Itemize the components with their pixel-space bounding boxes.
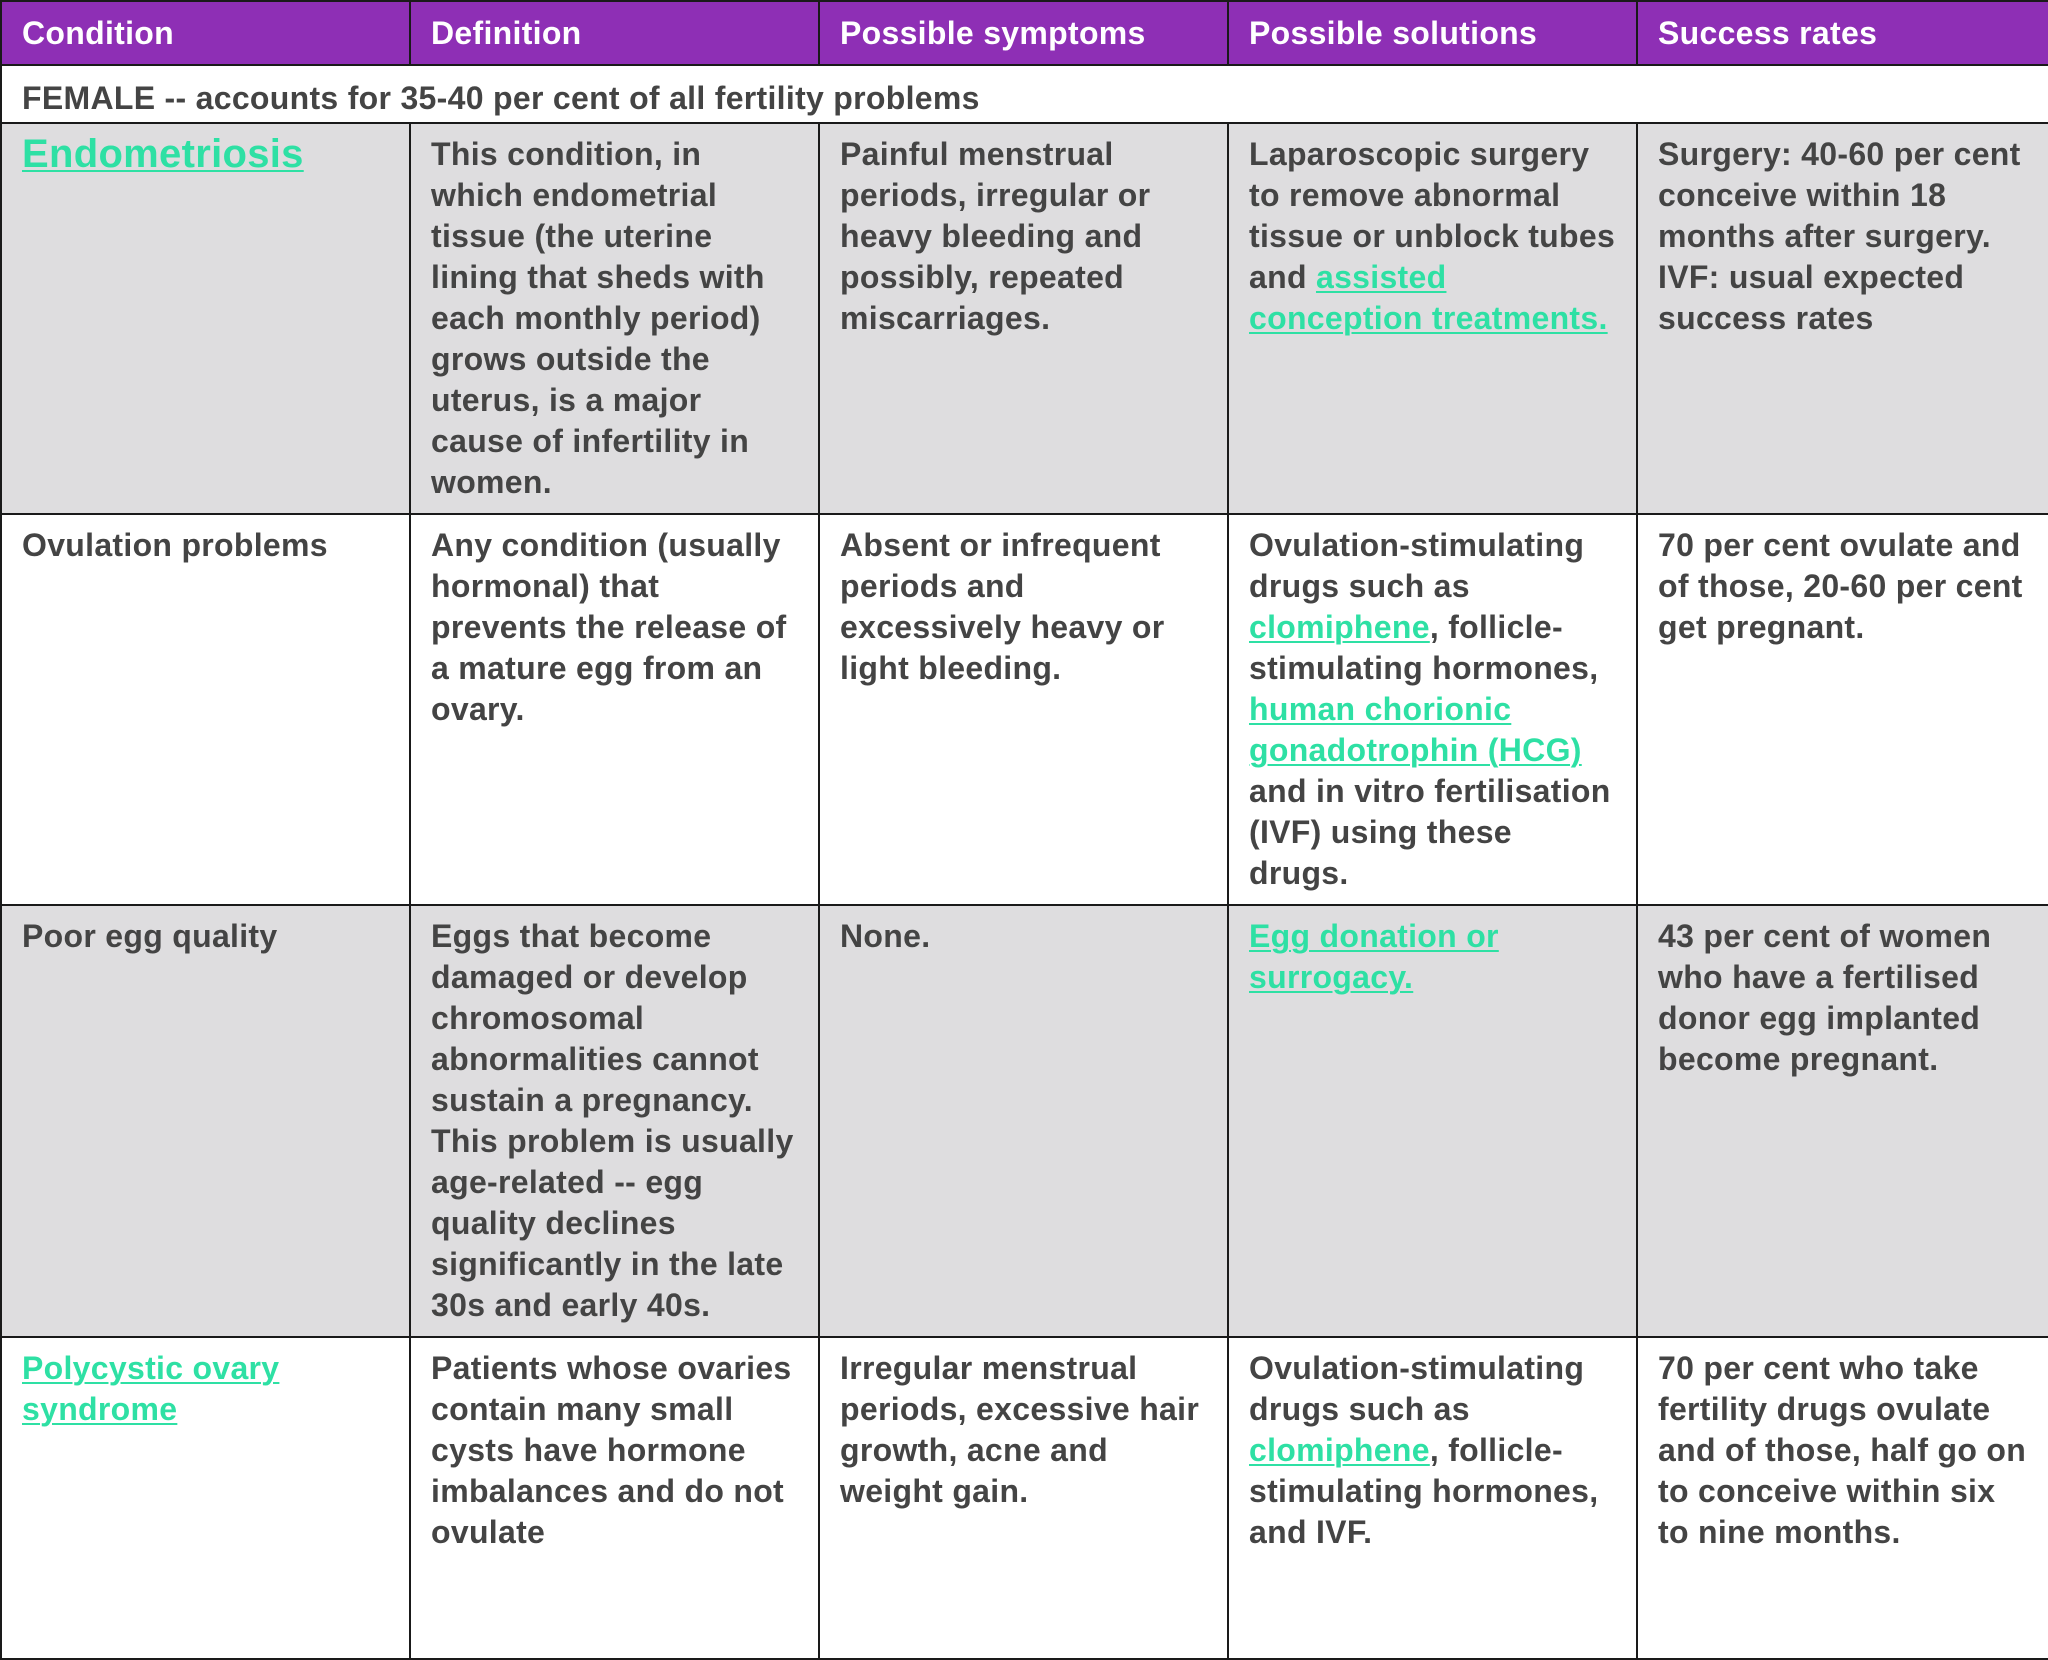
solutions-cell — [1228, 514, 1637, 905]
section-row-female — [1, 65, 2048, 123]
solutions-text: , follicle-stimulating hormones, — [1249, 609, 1599, 686]
table-row — [1, 123, 2048, 514]
symptoms-cell: Absent or infrequent periods and excessively heavy or light bleeding. — [819, 514, 1228, 905]
solutions-text: , follicle-stimulating hormones, and IVF. — [1249, 1432, 1599, 1550]
condition-cell — [1, 1337, 410, 1659]
condition-cell — [1, 123, 410, 514]
symptoms-cell: None. — [819, 905, 1228, 1337]
header-solutions: Possible solutions — [1228, 1, 1637, 65]
solutions-cell — [1228, 123, 1637, 514]
clomiphene-link[interactable]: clomiphene — [1249, 609, 1430, 645]
success-cell: Surgery: 40-60 per cent conceive within 18 months after surgery. IVF: usual expected success rates — [1637, 123, 2048, 514]
header-row — [1, 1, 2048, 65]
hcg-link[interactable]: human chorionic gonadotrophin (HCG) — [1249, 691, 1582, 768]
header-success-rates: Success rates — [1637, 1, 2048, 65]
condition-cell: Ovulation problems — [1, 514, 410, 905]
definition-cell: Any condition (usually hormonal) that prevents the release of a mature egg from an ovary. — [410, 514, 819, 905]
endometriosis-link[interactable]: Endometriosis — [22, 132, 304, 176]
table-row — [1, 1337, 2048, 1659]
condition-cell: Poor egg quality — [1, 905, 410, 1337]
definition-cell: This condition, in which endometrial tissue (the uterine lining that sheds with each monthly period) grows outside the uterus, is a major cause of infertility in women. — [410, 123, 819, 514]
clomiphene-link[interactable]: clomiphene — [1249, 1432, 1430, 1468]
solutions-text: Ovulation-stimulating drugs such as — [1249, 527, 1585, 604]
solutions-cell — [1228, 1337, 1637, 1659]
egg-donation-link[interactable]: Egg donation or surrogacy. — [1249, 918, 1499, 995]
header-symptoms: Possible symptoms — [819, 1, 1228, 65]
success-cell: 43 per cent of women who have a fertilised donor egg implanted become pregnant. — [1637, 905, 2048, 1337]
solutions-text: and in vitro fertilisation (IVF) using these drugs. — [1249, 773, 1611, 891]
success-cell: 70 per cent ovulate and of those, 20-60 per cent get pregnant. — [1637, 514, 2048, 905]
section-label: FEMALE -- accounts for 35-40 per cent of all fertility problems — [1, 65, 2048, 123]
solutions-cell — [1228, 905, 1637, 1337]
table-row — [1, 905, 2048, 1337]
polycystic-ovary-syndrome-link[interactable]: Polycystic ovary syndrome — [22, 1350, 280, 1427]
assisted-conception-link[interactable]: assisted conception treatments. — [1249, 259, 1608, 336]
table-row — [1, 514, 2048, 905]
symptoms-cell: Irregular menstrual periods, excessive hair growth, acne and weight gain. — [819, 1337, 1228, 1659]
success-cell: 70 per cent who take fertility drugs ovulate and of those, half go on to conceive within six to nine months. — [1637, 1337, 2048, 1659]
header-definition: Definition — [410, 1, 819, 65]
solutions-text: Ovulation-stimulating drugs such as — [1249, 1350, 1585, 1427]
definition-cell: Eggs that become damaged or develop chromosomal abnormalities cannot sustain a pregnancy. This problem is usually age-related -- egg quality declines significantly in the late 30s and early 40s. — [410, 905, 819, 1337]
symptoms-cell: Painful menstrual periods, irregular or heavy bleeding and possibly, repeated miscarriages. — [819, 123, 1228, 514]
definition-cell: Patients whose ovaries contain many small cysts have hormone imbalances and do not ovulate — [410, 1337, 819, 1659]
header-condition: Condition — [1, 1, 410, 65]
solutions-text: Laparoscopic surgery to remove abnormal tissue or unblock tubes and — [1249, 136, 1616, 295]
